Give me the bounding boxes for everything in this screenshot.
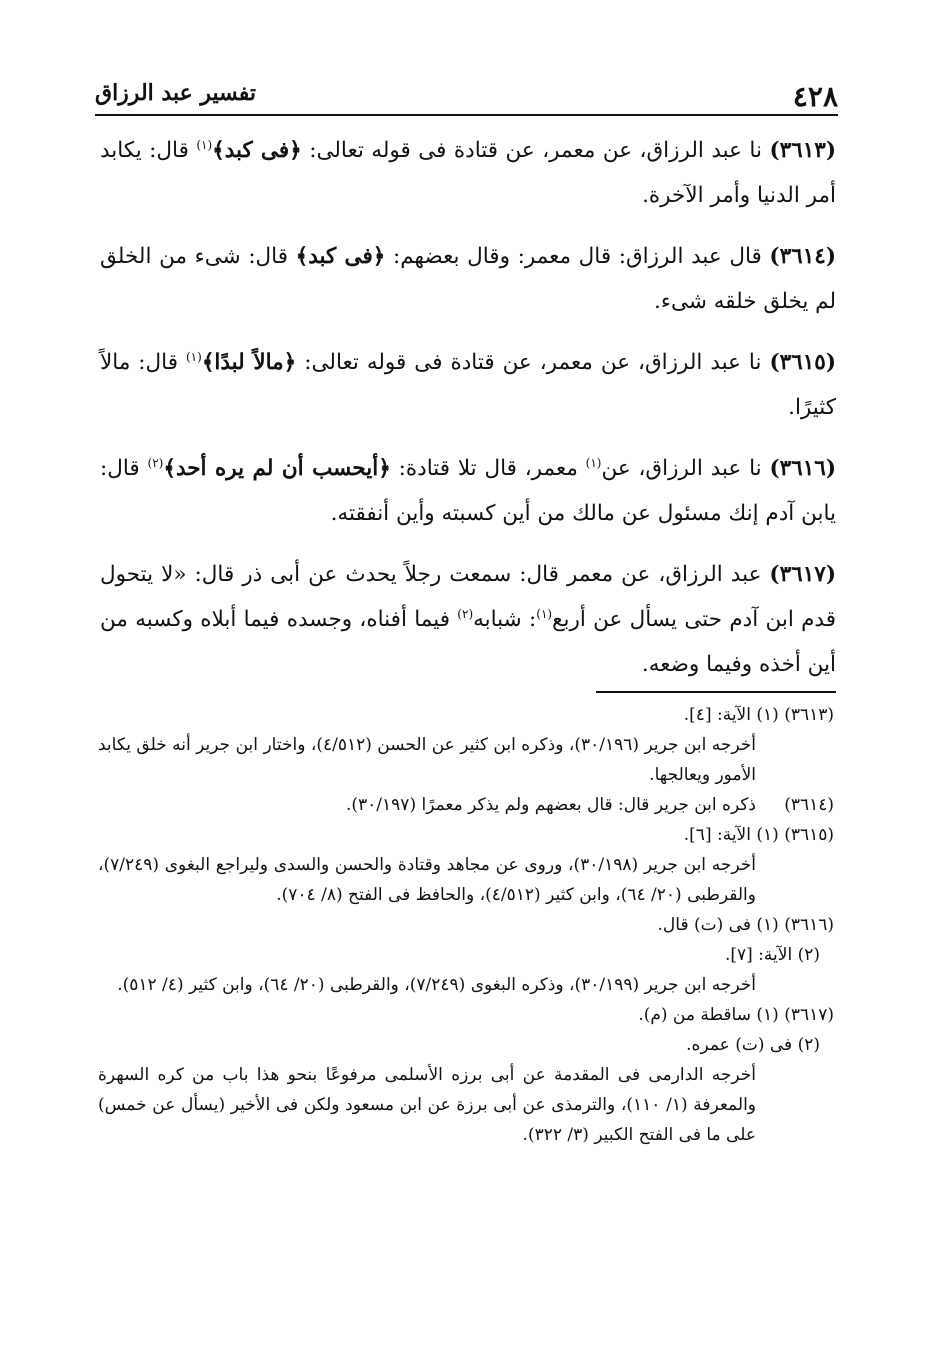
entry-text: فيما أفناه، وجسده فيما أبلاه وكسبه من أين أخذه وفيما وضعه. [100, 607, 836, 677]
entry-number: (٣٦١٥) [769, 350, 837, 375]
footnote-line: (٢) الآية: [٧]. [724, 945, 820, 965]
page-number: ٤٢٨ [792, 80, 838, 113]
entry-number: (٣٦١٣) [769, 138, 837, 163]
entry-3617 [100, 552, 836, 687]
entry-3614 [100, 234, 836, 324]
entry-3616 [100, 446, 836, 536]
entry-number: (٣٦١٦) [769, 456, 837, 481]
main-text [100, 128, 836, 703]
footnote-line: أخرجه ابن جرير (٣٠/١٩٦)، وذكره ابن كثير عن الحسن (٤/٥١٢)، واختار ابن جرير أنه خلق يكابد الأمور ويعالجها. [98, 735, 756, 785]
footnote-line [98, 790, 834, 820]
entry-text: معمر، قال تلا قتادة: [390, 456, 586, 481]
footnote-line: (٣٦١٧) (١) ساقطة من (م). [638, 1005, 834, 1025]
entry-text: قال: يكابد أمر الدنيا وأمر الآخرة. [100, 138, 836, 208]
footnote-marker: (١) [196, 137, 213, 152]
entry-number: (٣٦١٤) [769, 244, 836, 269]
footnote-divider [596, 691, 836, 693]
footnote-marker: (١) [585, 455, 602, 470]
quran-quote: ﴿فى كبد﴾ [212, 138, 302, 163]
footnote-number: (٣٦١٤) [784, 795, 834, 815]
footnote-line: أخرجه الدارمى فى المقدمة عن أبى برزه الأسلمى مرفوعًا بنحو هذا باب من كره السهرة والمعرفة (١/ ١١٠)، والترمذى عن أبى برزة عن ابن مسعود ولكن فى الأخير (يسأل عن خمس) على ما فى الفتح الكبير (٣/ ٣٢٢). [98, 1065, 756, 1145]
entry-3613 [100, 128, 836, 218]
entry-text: عبد الرزاق، عن معمر قال: سمعت رجلاً يحدث عن أبى ذر قال: «لا يتحول قدم ابن آدم حتى يسأل عن أربع [100, 562, 836, 632]
footnote-marker: (١) [536, 606, 553, 621]
entry-text: نا عبد الرزاق، عن [601, 456, 770, 481]
footnote-line: (٣٦١٣) (١) الآية: [٤]. [683, 705, 834, 725]
entry-text: قال: شىء من الخلق لم يخلق خلقه شىء. [100, 244, 836, 314]
entry-text: قال: مالاً كثيرًا. [100, 350, 836, 420]
entry-text: قال عبد الرزاق: قال معمر: وقال بعضهم: [385, 244, 770, 269]
footnote-marker: (١) [185, 349, 202, 364]
footnote-line: أخرجه ابن جرير (٣٠/١٩٨)، وروى عن مجاهد وقتادة والحسن والسدى وليراجع البغوى (٧/٢٤٩)، والقرطبى (٢٠/ ٦٤)، وابن كثير (٤/٥١٢)، والحافظ فى الفتح (٨/ ٧٠٤). [98, 855, 756, 905]
footnote-line: أخرجه ابن جرير (٣٠/١٩٩)، وذكره البغوى (٧/٢٤٩)، والقرطبى (٢٠/ ٦٤)، وابن كثير (٤/ ٥١٢). [117, 975, 756, 995]
footnote-line: (٢) فى (ت) عمره. [686, 1035, 820, 1055]
entry-3615 [100, 340, 836, 430]
quran-quote: ﴿أيحسب أن لم يره أحد﴾ [163, 456, 391, 481]
quran-quote: ﴿مالاً لبدًا﴾ [201, 350, 297, 375]
footnote-line: (٣٦١٥) (١) الآية: [٦]. [683, 825, 834, 845]
entry-text: نا عبد الرزاق، عن معمر، عن قتادة فى قوله تعالى: [296, 350, 770, 375]
page-header [95, 68, 838, 116]
quran-quote: ﴿فى كبد﴾ [295, 244, 386, 269]
entry-text: نا عبد الرزاق، عن معمر، عن قتادة فى قوله تعالى: [301, 138, 770, 163]
entry-text: قال: يابن آدم إنك مسئول عن مالك من أين كسبته وأين أنفقته. [100, 456, 836, 526]
footnote-text: ذكره ابن جرير قال: قال بعضهم ولم يذكر معمرًا (٣٠/١٩٧). [346, 795, 756, 815]
entry-number: (٣٦١٧) [769, 562, 836, 587]
footnote-line: (٣٦١٦) (١) فى (ت) قال. [657, 915, 834, 935]
footnote-marker: (٢) [457, 606, 474, 621]
footnotes [98, 700, 834, 1150]
running-title: تفسير عبد الرزاق [95, 80, 257, 106]
footnote-marker: (٢) [147, 455, 164, 470]
entry-text: : شبابه [473, 607, 537, 632]
